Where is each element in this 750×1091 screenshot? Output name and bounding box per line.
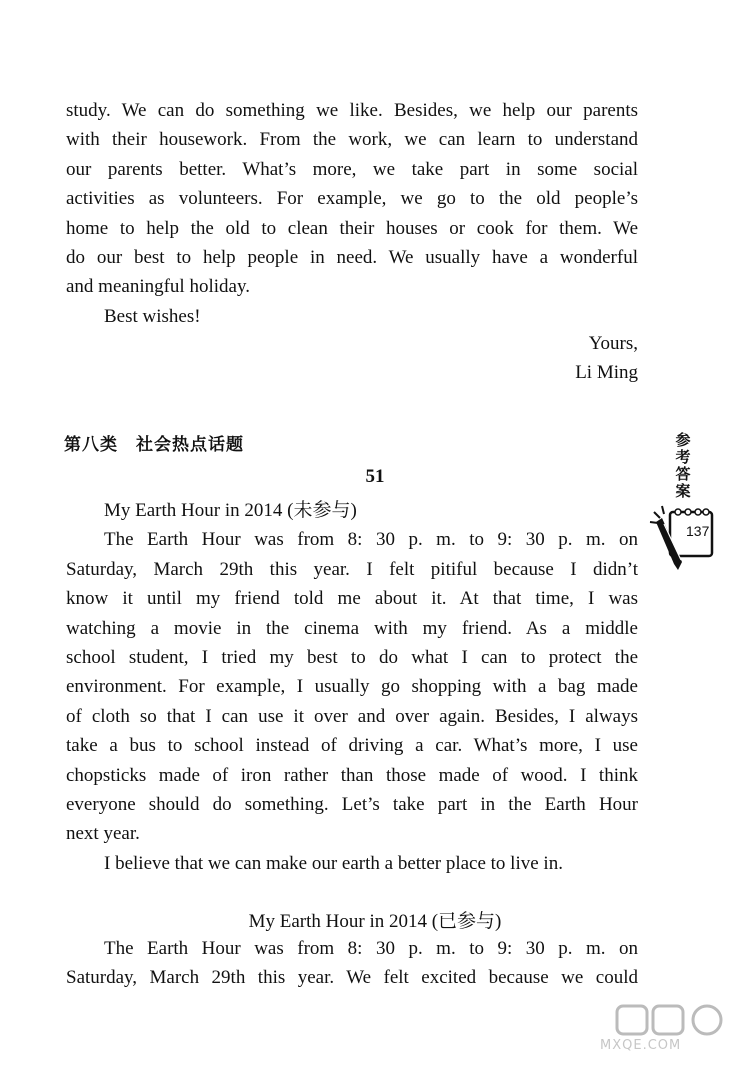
text-line: take a bus to school instead of driving a car. What’s more, I use [66,735,638,757]
text-line: school student, I tried my best to do what I can to protect the [66,647,638,669]
notebook-pencil-icon [648,502,728,582]
text-line: of cloth so that I can use it over and over again. Besides, I always [66,705,638,727]
watermark-text: MXQE.COM [600,1038,682,1053]
section-heading [64,430,244,455]
text-line: and meaningful holiday. [66,276,250,298]
page-number: 137 [686,523,710,539]
section-category: 第八类 [64,435,118,455]
label-char: 案 [675,482,691,500]
essay-1 [66,496,638,878]
essay-title: My Earth Hour in 2014 (未参与) [104,500,357,521]
label-char: 答 [675,465,691,483]
text-line: watching a movie in the cinema with my friend. As a middle [66,617,638,639]
text-line: do our best to help people in need. We usually have a wonderful [66,247,638,269]
label-char: 考 [675,448,691,466]
signature: Li Ming [575,362,638,384]
text-line: next year. [66,823,140,845]
text-line: Saturday, March 29th this year. We felt excited because we could [66,967,638,989]
text-line: I believe that we can make our earth a better place to live in. [104,852,563,874]
yours-line: Yours, [588,333,638,354]
answer-key-label [670,432,696,500]
watermark-logo [615,1000,735,1040]
text-line: activities as volunteers. For example, we go to the old people’s [66,188,638,210]
text-line: Saturday, March 29th this year. I felt pitiful because I didn’t [66,558,638,580]
text-line: our parents better. What’s more, we take part in some social [66,158,638,180]
text-line: The Earth Hour was from 8: 30 p. m. to 9: 30 p. m. on [104,938,638,959]
text-line: study. We can do something we like. Besides, we help our parents [66,100,638,121]
section-topic: 社会热点话题 [136,435,244,455]
text-line: The Earth Hour was from 8: 30 p. m. to 9: 30 p. m. on [104,529,638,551]
text-line: home to help the old to clean their houses or cook for them. We [66,217,638,239]
letter-closing: Best wishes! [104,305,201,327]
answer-key-tab [648,432,738,582]
text-line: environment. For example, I usually go shopping with a bag made [66,676,638,698]
essay-2-title: My Earth Hour in 2014 (已参与) [248,911,502,932]
question-number: 51 [365,466,385,487]
text-line: know it until my friend told me about it. At that time, I was [66,588,638,610]
label-char: 参 [675,431,691,449]
text-line: with their housework. From the work, we can learn to understand [66,129,638,151]
essay-2 [66,934,638,993]
text-line: everyone should do something. Let’s take part in the Earth Hour [66,794,638,816]
letter-signoff [66,329,638,388]
letter-body [66,96,638,331]
text-line: chopsticks made of iron rather than those made of wood. I think [66,764,638,786]
